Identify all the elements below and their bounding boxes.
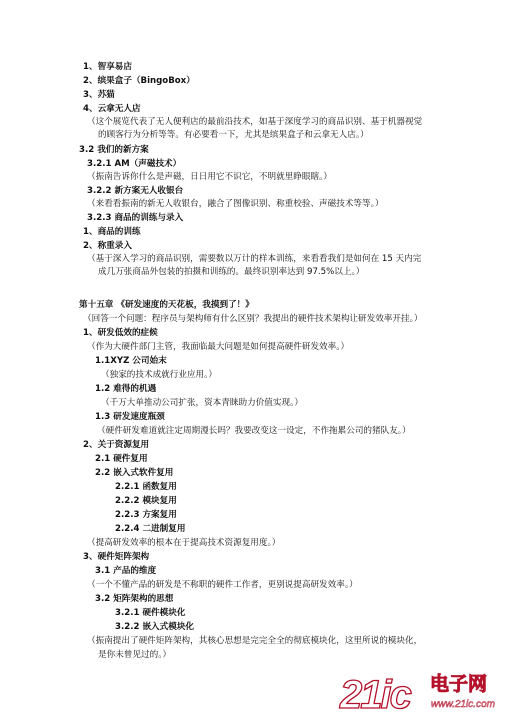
- paragraph-text: 成几万张商品外包装的拍摄和训练的。最终识别率达到 97.5%以上。）: [98, 267, 365, 277]
- subsection-heading: 1.3 研发速度瓶颈: [95, 412, 165, 422]
- paragraph-text: （一个不懂产品的研发是不称职的硬件工作者，更别说提高研发效率。）: [87, 580, 358, 590]
- subsection-heading: 2.2 嵌入式软件复用: [95, 468, 174, 478]
- paragraph-text: （来看看振南的新无人收银台，融合了图像识别、称重校验、声磁技术等等。）: [87, 199, 384, 209]
- list-item: 1、商品的训练: [83, 227, 141, 237]
- section-heading: 2、关于资源复用: [83, 440, 150, 450]
- list-item: 3、苏猫: [83, 90, 115, 100]
- subsection-heading: 3.2.1 AM（声磁技术）: [87, 159, 182, 169]
- list-item: 1、智享易店: [83, 62, 132, 72]
- subsection-heading: 1.1XYZ 公司始末: [95, 356, 167, 366]
- sub-subsection-heading: 2.2.3 方案复用: [115, 510, 177, 520]
- subsection-heading: 3.1 产品的维度: [95, 566, 157, 576]
- list-item: 2、称重录入: [83, 241, 132, 251]
- list-item: 2、缤果盒子（BingoBox）: [83, 76, 195, 86]
- subsection-heading: 3.2 矩阵架构的思想: [95, 594, 174, 604]
- paragraph-text: （提高研发效率的根本在于提高技术资源复用度。）: [87, 538, 281, 548]
- sub-subsection-heading: 3.2.1 硬件模块化: [115, 608, 186, 618]
- paragraph-text: （回答一个问题：程序员与架构师有什么区别？我提出的硬件技术架构让研发效率开挂。）: [83, 314, 423, 324]
- list-item: 4、云拿无人店: [83, 104, 141, 114]
- section-heading: 3.2 我们的新方案: [79, 145, 149, 155]
- paragraph-text: （这个展览代表了无人便利店的最前沿技术，如基于深度学习的商品识别、基于机器视觉: [87, 117, 423, 127]
- paragraph-text: （振南告诉你什么是声磁，日日用它不识它，不明就里睁眼瞎。）: [87, 172, 332, 182]
- sub-subsection-heading: 3.2.2 嵌入式模块化: [115, 622, 195, 632]
- sub-subsection-heading: 2.2.1 函数复用: [115, 482, 177, 492]
- paragraph-text: （作为大硬件部门主管，我面临最大问题是如何提高硬件研发效率。）: [87, 342, 350, 352]
- paragraph-text: 的顾客行为分析等等。有必要看一下，尤其是缤果盒子和云拿无人店。）: [98, 130, 369, 140]
- subsection-heading: 2.1 硬件复用: [95, 454, 148, 464]
- watermark-url-text: www.21ic.com: [431, 699, 495, 710]
- watermark-cn-text: 电子网: [430, 673, 488, 695]
- chapter-heading: 第十五章 《研发速度的天花板，我摸到了！》: [79, 300, 254, 310]
- subsection-heading: 3.2.2 新方案无人收银台: [87, 186, 184, 196]
- section-heading: 3、硬件矩阵架构: [83, 552, 150, 562]
- subsection-heading: 3.2.3 商品的训练与录入: [87, 213, 184, 223]
- subsection-heading: 1.2 难得的机遇: [95, 384, 157, 394]
- paragraph-text: （千万大单推动公司扩张，资本青睐助力价值实现。）: [101, 398, 303, 408]
- section-heading: 1、研发低效的症候: [83, 328, 158, 338]
- sub-subsection-heading: 2.2.4 二进制复用: [115, 524, 186, 534]
- paragraph-text: （基于深入学习的商品识别，需要数以万计的样本训练，来看看我们是如何在 15 天内完: [87, 254, 422, 264]
- watermark-21ic-text: 21ic: [340, 673, 410, 716]
- paragraph-text: （独家的技术成就行业应用。）: [101, 370, 218, 380]
- watermark-logo: [338, 668, 504, 716]
- paragraph-text: 是你未曾见过的。）: [98, 650, 172, 660]
- paragraph-text: （振南提出了硬件矩阵架构，其核心思想是完完全全的彻底模块化，这里所说的模块化，: [87, 636, 423, 646]
- sub-subsection-heading: 2.2.2 模块复用: [115, 496, 177, 506]
- paragraph-text: （硬件研发难道就注定周期漫长吗？我要改变这一设定，不作拖累公司的猪队友。）: [97, 426, 411, 436]
